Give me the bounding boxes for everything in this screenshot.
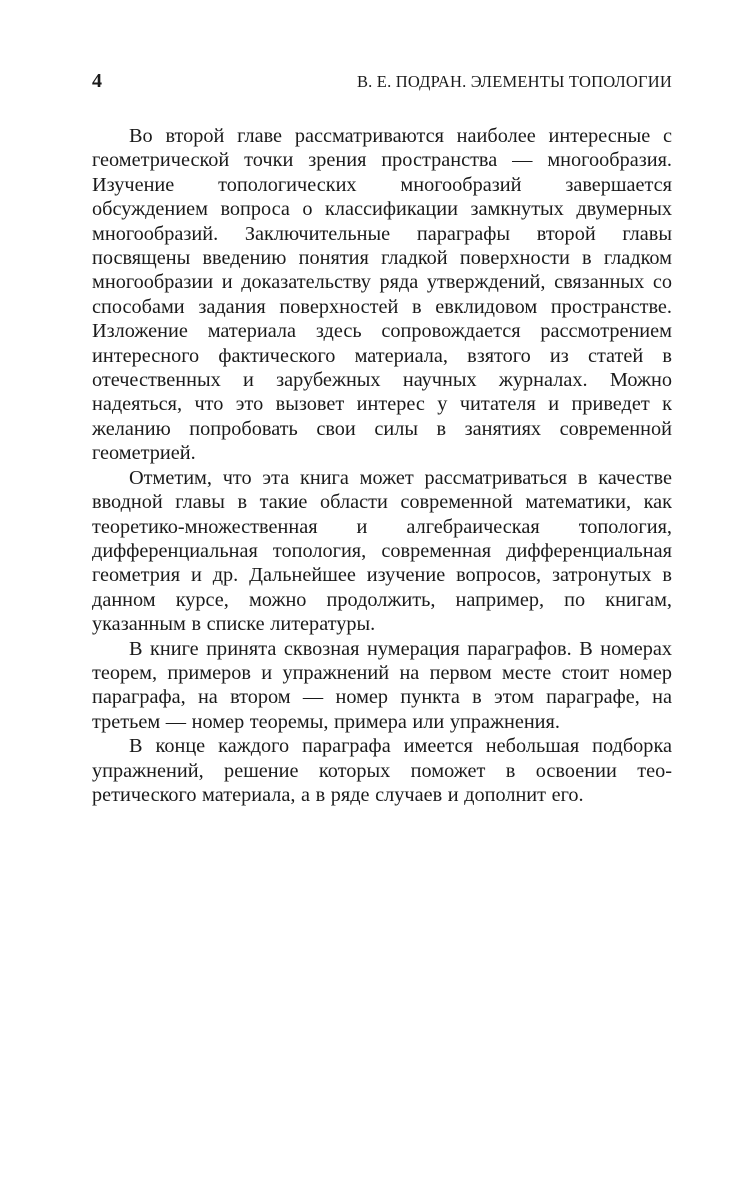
paragraph-2: Отметим, что эта книга может рассматриваться в качестве вводной главы в такие области современной математики, как теоретико-множественная и алгебраическая топология, дифференциальная топология, современная дифференциальная геометрия и др. Дальнейшее изучение вопросов, затронутых в данном курсе, можно продолжить, например, по книгам, указанным в списке литературы. [92,466,672,636]
running-title: В. Е. ПОДРАН. ЭЛЕМЕНТЫ ТОПОЛОГИИ [356,72,672,91]
page-number: 4 [92,70,102,92]
body-text [92,124,672,807]
paragraph-4: В конце каждого параграфа имеется небольшая подборка упражнений, решение которых поможет в освоении теоретического материала, а в ряде случаев и дополнит его. [92,735,672,806]
book-page [92,70,672,807]
paragraph-1: Во второй главе рассматриваются наиболее интересные с геометрической точки зрения пространства — многообразия. Изучение топологических многообразий завершается обсуждением вопроса о классификации замкнутых двумерных многообразий. Заключительные параграфы второй главы посвящены введению понятия гладкой поверхности в гладком многообразии и доказательству ряда утверждений, связанных со способами задания поверхностей в евклидовом пространстве. Изложение материала здесь сопровождается рассмотрением интересного фактического материала, взятого из статей в отечественных и зарубежных научных журналах. Можно надеяться, что это вызовет интерес у читателя и приведет к желанию попробовать свои силы в занятиях современной геометрией. [92,125,672,465]
paragraph-3: В книге принята сквозная нумерация параграфов. В номерах теорем, примеров и упражнений на первом месте стоит номер параграфа, на втором — номер пункта в этом параграфе, на третьем — номер теоремы, примера или упражнения. [92,637,672,733]
page-header [92,70,672,100]
